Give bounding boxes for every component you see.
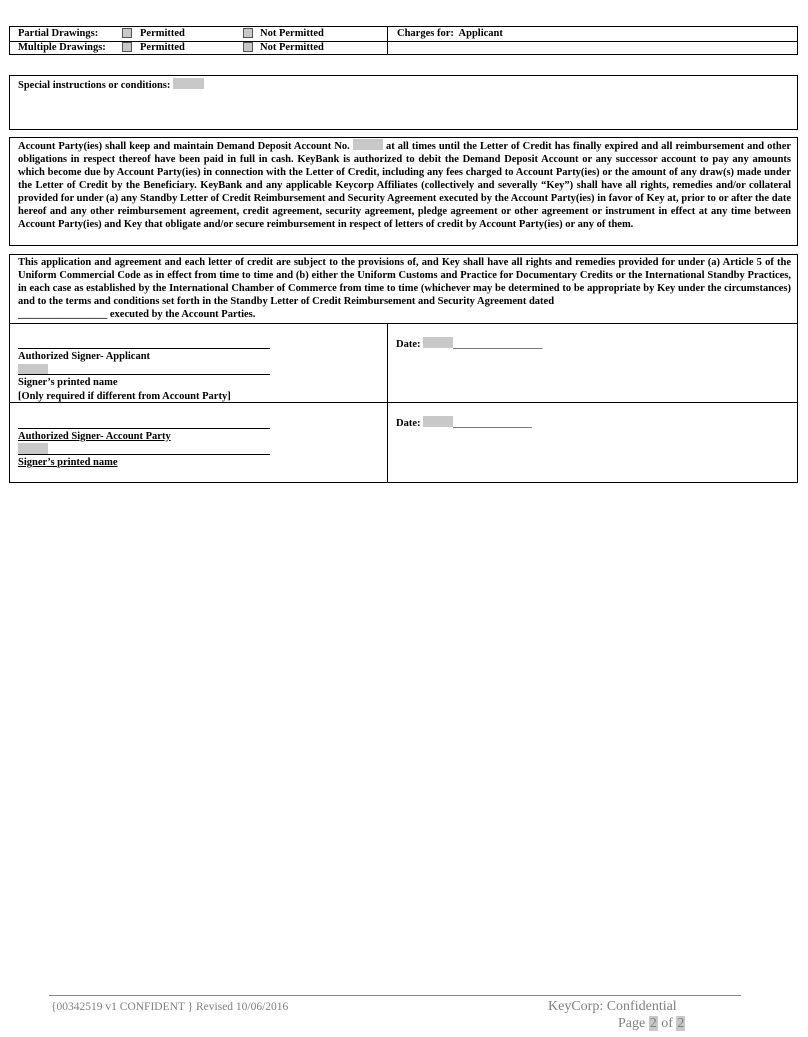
account-party-date-label: Date: [396,418,421,429]
signature-mid-rule-right [387,402,797,403]
deposit-account-field[interactable] [353,139,383,150]
multiple-not-permitted-checkbox[interactable] [243,42,253,52]
applicant-signer-label: Authorized Signer- Applicant [18,351,151,362]
applicant-date-blank: _________________ [453,339,543,350]
partial-permitted-label: Permitted [140,28,185,39]
special-instructions [18,78,204,92]
charges-label: Charges for: [397,28,454,39]
page-of: of [661,1016,673,1031]
account-party-printed-name-label: Signer’s printed name [18,457,118,468]
partial-not-permitted-checkbox[interactable] [243,28,253,38]
multiple-permitted-checkbox[interactable] [122,42,132,52]
special-instructions-field[interactable] [173,78,204,89]
subject-tail: executed by the Account Parties. [109,309,256,320]
signature-top-rule [10,323,797,324]
footer-doc-id: {00342519 v1 CONFIDENT } Revised 10/06/2016 [51,1001,289,1013]
applicant-printed-name-line [18,374,270,375]
drawings-divider [387,27,388,54]
footer-confidential: KeyCorp: Confidential [548,999,677,1014]
applicant-date-field[interactable] [423,337,453,348]
applicant-date [396,337,542,351]
account-party-signature-line[interactable] [18,428,270,429]
page-total: 2 [677,1016,685,1031]
page-word: Page [618,1016,646,1031]
account-text-after: at all times until the Letter of Credit has finally expired and all reimbursement and other obligations in respect thereof have been paid in full in cash. KeyBank is authorized to debit the Demand Deposit Account or any successor account to pay any amounts which become due by Account Party(ies) in connection with the Letter of Credit, including any fees charged to Account Party(ies) or the amount of any draw(s) made under the Letter of Credit by the Beneficiary. KeyBank and any applicable Keycorp Affiliates (collectively and severally “Key”) shall have all rights, remedies and/or collateral provided for under (a) any Standby Letter of Credit Reimbursement and Security Agreement executed by the Account Party(ies) in favor of Key at, prior to or after the date hereof and any other reimbursement agreement, credit agreement, security agreement, pledge agreement or other agreement or instrument in effect at any time between Account Party(ies) and Key that obligate and/or secure reimbursement in respect of letters of credit by Account Party(ies) or any of them. [18,141,792,230]
special-instructions-label: Special instructions or conditions: [18,80,171,91]
applicant-signature-line[interactable] [18,348,270,349]
account-party-date-field[interactable] [423,416,453,427]
footer-rule [49,995,741,996]
page-current: 2 [649,1016,657,1031]
agreement-date-blank[interactable]: _________________ [18,309,108,320]
applicant-printed-name-label: Signer’s printed name [18,377,118,388]
drawings-table [9,26,798,55]
only-required-note: [Only required if different from Account Party] [18,391,231,402]
account-party-name-field[interactable] [18,443,48,454]
applicant-date-label: Date: [396,339,421,350]
multiple-not-permitted-label: Not Permitted [260,42,324,53]
account-text-before: Account Party(ies) shall keep and maintain Demand Deposit Account No. [18,141,350,152]
partial-drawings-row [10,27,797,42]
special-instructions-box [9,75,798,130]
agreement-signature-box [9,254,798,483]
partial-drawings-label: Partial Drawings: [18,28,99,39]
partial-permitted-checkbox[interactable] [122,28,132,38]
footer-page-number [618,1016,685,1032]
account-party-date [396,416,532,430]
charges-for [397,27,503,40]
account-party-paragraph [18,139,791,231]
account-party-signer-label: Authorized Signer- Account Party [18,431,171,442]
multiple-permitted-label: Permitted [140,42,185,53]
account-party-printed-name-line [18,454,270,455]
multiple-drawings-label: Multiple Drawings: [18,42,106,53]
charges-value: Applicant [458,28,503,39]
multiple-drawings-row [10,41,797,55]
subject-text: This application and agreement and each letter of credit are subject to the provisions of, and Key shall have all rights and remedies provided for under (a) Article 5 of the Uniform Commercial Code as in effect from time to time and (b) either the Uniform Customs and Practice for Documentary Credits or the International Standby Practices, in each case as established by the International Chamber of Commerce from time to time (whichever may be determined to be appropriate by Key under the circumstances) and to the terms and conditions set forth in the Standby Letter of Credit Reimbursement and Security Agreement dated [18,257,791,307]
subject-paragraph [18,256,791,321]
partial-not-permitted-label: Not Permitted [260,28,324,39]
account-party-date-blank: _______________ [453,418,532,429]
account-party-box [9,137,798,246]
